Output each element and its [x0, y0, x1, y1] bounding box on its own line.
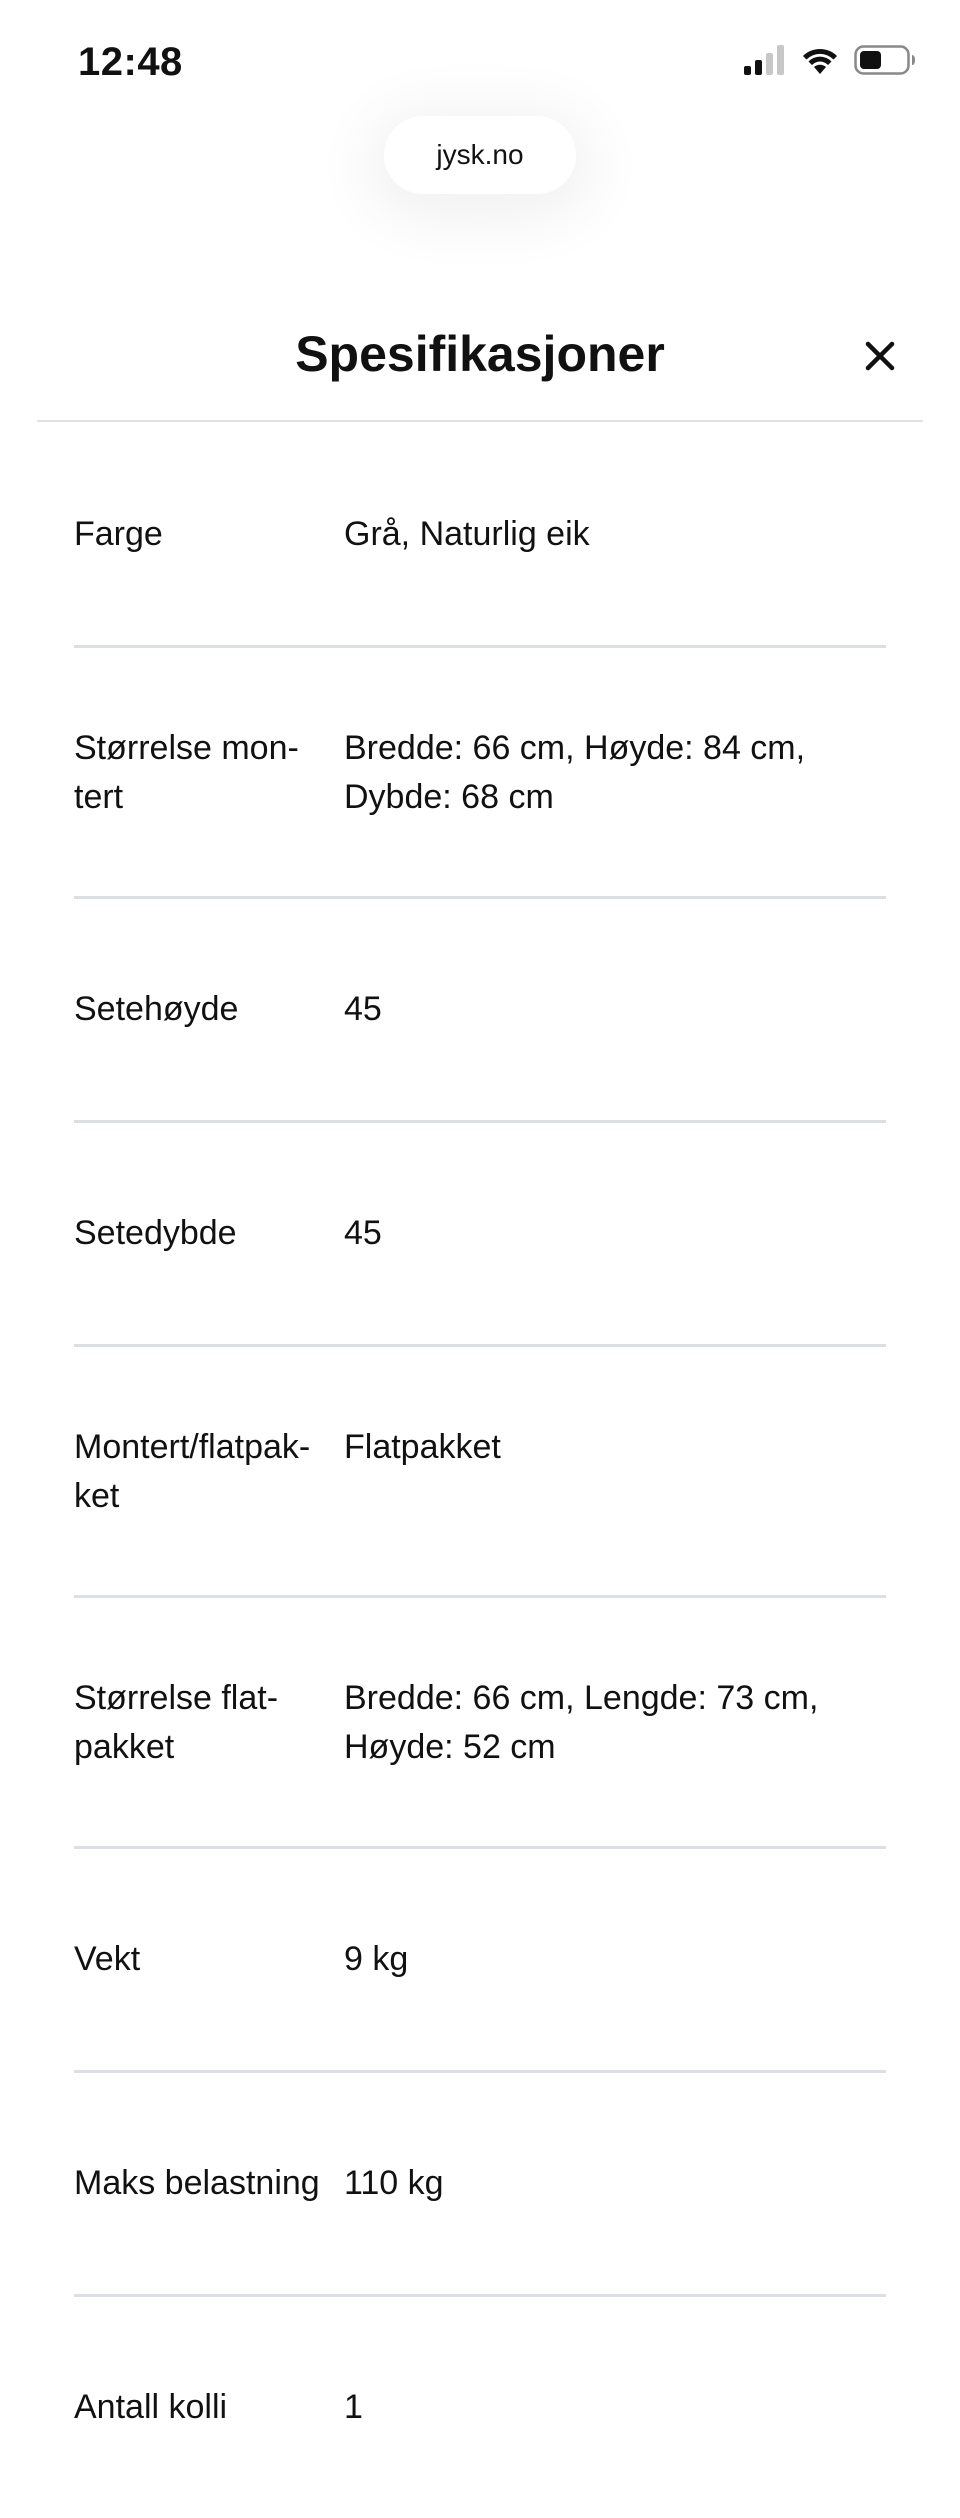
- spec-label: Antall kolli: [74, 2388, 228, 2426]
- status-icons: [744, 40, 916, 84]
- spec-label: Setedybde: [74, 1214, 237, 1252]
- modal-title: Spesifikasjoner: [295, 326, 665, 382]
- battery-icon: [854, 45, 916, 80]
- spec-list: [74, 422, 886, 2518]
- spec-value: 9 kg: [344, 1940, 409, 1978]
- modal-header: [0, 300, 960, 422]
- spec-row-max-load: [74, 2073, 886, 2297]
- spec-row-weight: [74, 1849, 886, 2073]
- cellular-signal-icon: [744, 45, 786, 80]
- status-time: 12:48: [78, 40, 183, 84]
- spec-label: Maks belastning: [74, 2164, 320, 2202]
- spec-value: Bredde: 66 cm, Lengde: 73 cm, Høyde: 52 cm: [344, 1679, 819, 1766]
- spec-row-package-count: [74, 2297, 886, 2518]
- url-bar[interactable]: jysk.no: [384, 116, 576, 194]
- spec-label: Størrelse mon- tert: [74, 729, 299, 816]
- spec-label: Montert/flatpak- ket: [74, 1428, 311, 1515]
- spec-label: Vekt: [74, 1940, 141, 1978]
- spec-label: Størrelse flat- pakket: [74, 1679, 279, 1766]
- spec-row-flatpacked-size: [74, 1598, 886, 1849]
- close-icon: [865, 341, 895, 376]
- spec-row-assembled-flatpacked: [74, 1347, 886, 1598]
- spec-value: 45: [344, 990, 382, 1028]
- spec-value: Bredde: 66 cm, Høyde: 84 cm, Dybde: 68 cm: [344, 729, 806, 816]
- close-button[interactable]: [852, 330, 908, 386]
- spec-row-assembled-size: [74, 648, 886, 899]
- spec-value: Flatpakket: [344, 1428, 501, 1466]
- spec-label: Farge: [74, 515, 163, 553]
- spec-value: 1: [344, 2388, 363, 2426]
- spec-value: 45: [344, 1214, 382, 1252]
- spec-value: 110 kg: [344, 2164, 444, 2202]
- wifi-icon: [800, 45, 840, 80]
- spec-label: Setehøyde: [74, 990, 239, 1028]
- spec-row-color: [74, 422, 886, 648]
- spec-value: Grå, Naturlig eik: [344, 515, 590, 553]
- spec-row-seat-height: [74, 899, 886, 1123]
- spec-row-seat-depth: [74, 1123, 886, 1347]
- status-bar: [0, 0, 960, 110]
